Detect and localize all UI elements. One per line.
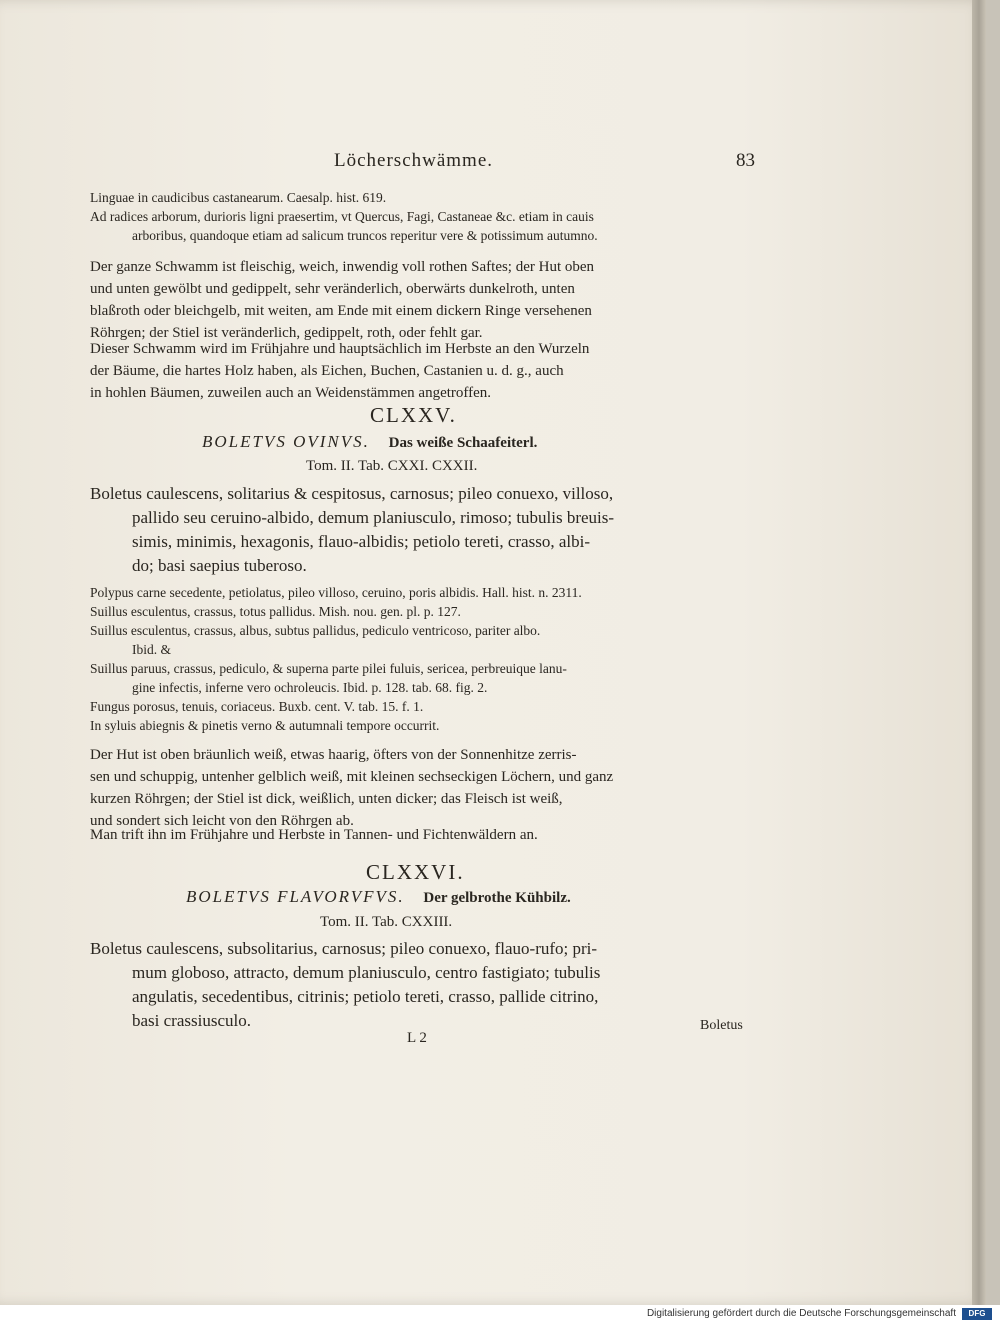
ref-line: Suillus paruus, crassus, pediculo, & superna parte pilei fuluis, sericea, perbreuique lanu- bbox=[90, 661, 567, 676]
page-edge bbox=[972, 0, 986, 1305]
ref-line: Linguae in caudicibus castanearum. Caesalp. hist. 619. bbox=[90, 190, 387, 205]
diagnosis-line: pallido seu ceruino-albido, demum planiusculo, rimoso; tubulis breuis- bbox=[132, 508, 615, 527]
diagnosis-line: Boletus caulescens, subsolitarius, carnosus; pileo conuexo, flauo-rufo; pri- bbox=[90, 939, 598, 958]
entry-176-title bbox=[186, 887, 571, 907]
entry-175-german: Das weiße Schaafeiterl. bbox=[388, 435, 538, 451]
ref-line: Ad radices arborum, durioris ligni praesertim, vt Quercus, Fagi, Castaneae &c. etiam in cauis bbox=[90, 209, 594, 224]
ref-line: Polypus carne secedente, petiolatus, pileo villoso, ceruino, poris albidis. Hall. hist. n. 2311. bbox=[90, 585, 582, 600]
ref-line: In syluis abiegnis & pinetis verno & autumnali tempore occurrit. bbox=[90, 718, 440, 733]
running-head: Löcherschwämme. bbox=[334, 150, 494, 171]
ref-line: Suillus esculentus, crassus, totus pallidus. Mish. nou. gen. pl. p. 127. bbox=[90, 604, 461, 619]
catchword: Boletus bbox=[700, 1018, 743, 1033]
prev-habitat bbox=[90, 338, 589, 404]
entry-175-tom: Tom. II. Tab. CXXI. CXXII. bbox=[306, 458, 478, 474]
habitat-line: der Bäume, die hartes Holz haben, als Eichen, Buchen, Castanien u. d. g., auch bbox=[90, 363, 564, 379]
footer-credit: Digitalisierung gefördert durch die Deutsche Forschungsgemeinschaft bbox=[646, 1308, 956, 1319]
entry-175-description bbox=[90, 744, 613, 832]
desc-line: blaßroth oder bleichgelb, mit weiten, am Ende mit einem dickern Ringe versehenen bbox=[90, 303, 592, 319]
diagnosis-line: basi crassiusculo. bbox=[132, 1011, 251, 1030]
desc-line: kurzen Röhrgen; der Stiel ist dick, weißlich, unten dicker; das Fleisch ist weiß, bbox=[90, 791, 563, 807]
diagnosis-line: do; basi saepius tuberoso. bbox=[132, 556, 307, 575]
signature-mark: L 2 bbox=[407, 1030, 427, 1046]
habitat-line: Dieser Schwamm wird im Frühjahre und hauptsächlich im Herbste an den Wurzeln bbox=[90, 341, 590, 357]
desc-line: Der ganze Schwamm ist fleischig, weich, inwendig voll rothen Saftes; der Hut oben bbox=[90, 259, 595, 275]
entry-175-refs bbox=[90, 583, 582, 735]
entry-175-title bbox=[202, 432, 537, 452]
desc-line: sen und schuppig, untenher gelblich weiß, mit kleinen sechseckigen Löchern, und ganz bbox=[90, 769, 614, 785]
ref-line: Suillus esculentus, crassus, albus, subtus pallidus, pediculo ventricoso, pariter albo. bbox=[90, 623, 541, 638]
dfg-logo[interactable]: DFG bbox=[962, 1308, 992, 1320]
diagnosis-line: mum globoso, attracto, demum planiusculo, centro fastigiato; tubulis bbox=[132, 963, 601, 982]
footer-bar bbox=[0, 1305, 1000, 1323]
entry-175-number: CLXXV. bbox=[370, 403, 457, 427]
entry-176-german: Der gelbrothe Kühbilz. bbox=[423, 890, 571, 906]
page-number: 83 bbox=[736, 150, 755, 171]
prev-description bbox=[90, 256, 594, 344]
prev-refs bbox=[90, 188, 598, 245]
entry-175-diagnosis bbox=[90, 482, 614, 578]
desc-line: Röhrgen; der Stiel ist veränderlich, gedippelt, roth, oder fehlt gar. bbox=[90, 325, 483, 341]
entry-176-tom: Tom. II. Tab. CXXIII. bbox=[320, 914, 453, 930]
desc-line: und sondert sich leicht von den Röhrgen ab. bbox=[90, 813, 354, 829]
desc-line: Der Hut ist oben bräunlich weiß, etwas haarig, öfters von der Sonnenhitze zerris- bbox=[90, 747, 577, 763]
entry-176-number: CLXXVI. bbox=[366, 860, 465, 884]
diagnosis-line: angulatis, secedentibus, citrinis; petiolo tereti, crasso, pallide citrino, bbox=[132, 987, 599, 1006]
ref-line: Ibid. & bbox=[132, 642, 171, 657]
diagnosis-line: Boletus caulescens, solitarius & cespitosus, carnosus; pileo conuexo, villoso, bbox=[90, 484, 614, 503]
ref-line: Fungus porosus, tenuis, coriaceus. Buxb. cent. V. tab. 15. f. 1. bbox=[90, 699, 424, 714]
diagnosis-line: simis, minimis, hexagonis, flauo-albidis; petiolo tereti, crasso, albi- bbox=[132, 532, 590, 551]
desc-line: und unten gewölbt und gedippelt, sehr veränderlich, oberwärts dunkelroth, unten bbox=[90, 281, 575, 297]
entry-176-latin: BOLETVS FLAVORVFVS. bbox=[186, 887, 405, 906]
entry-176-diagnosis bbox=[90, 937, 600, 1033]
habitat-line: in hohlen Bäumen, zuweilen auch an Weidenstämmen angetroffen. bbox=[90, 385, 492, 401]
entry-175-latin: BOLETVS OVINVS. bbox=[202, 432, 370, 451]
ref-line: gine infectis, inferne vero ochroleucis. Ibid. p. 128. tab. 68. fig. 2. bbox=[132, 680, 488, 695]
ref-line: arboribus, quandoque etiam ad salicum truncos reperitur vere & potissimum autumno. bbox=[132, 228, 598, 243]
entry-175-habitat: Man trift ihn im Frühjahre und Herbste in Tannen- und Fichtenwäldern an. bbox=[90, 827, 538, 843]
